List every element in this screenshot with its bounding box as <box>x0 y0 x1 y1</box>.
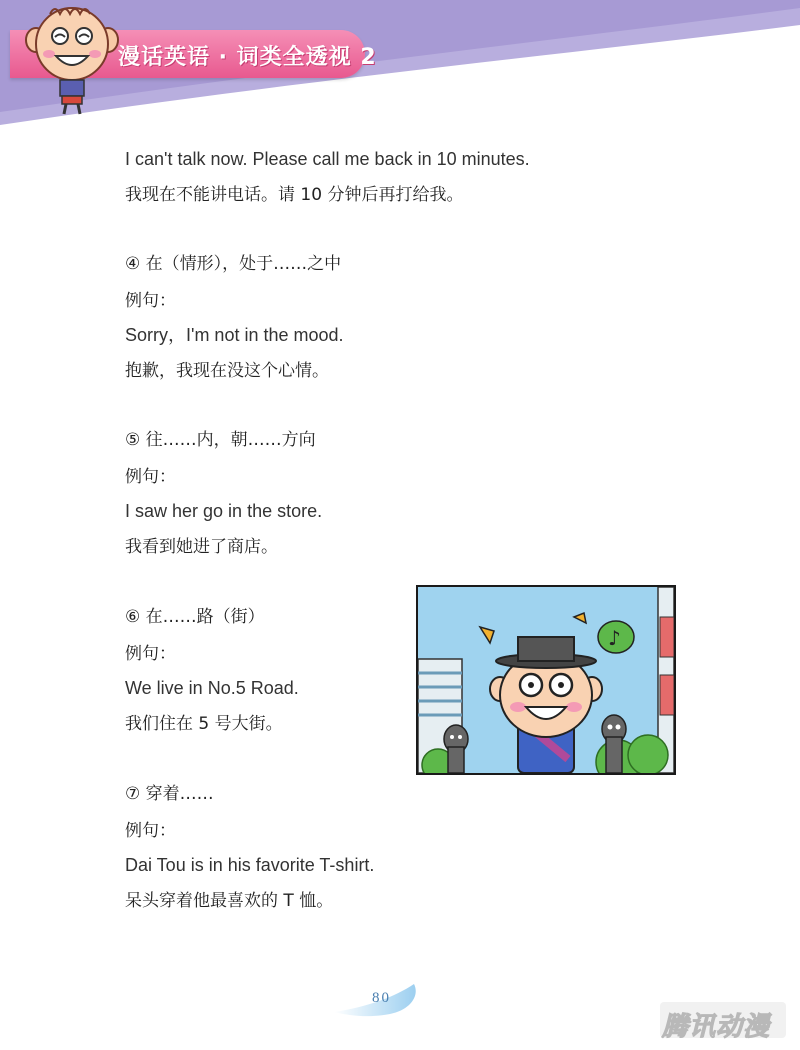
definition-heading: ⑥ 在……路（街） <box>125 607 265 627</box>
example-label: 例句： <box>125 467 176 487</box>
example-label: 例句： <box>125 644 176 664</box>
example-sentence-zh: 呆头穿着他最喜欢的 T 恤。 <box>125 891 334 911</box>
example-sentence-en: I saw her go in the store. <box>125 501 323 521</box>
page-number: 80 <box>372 990 391 1006</box>
section-title: 漫话英语 · 词类全透视 2 <box>118 45 377 70</box>
example-sentence-zh: 我现在不能讲电话。请 10 分钟后再打给我。 <box>125 185 464 205</box>
example-sentence-en: We live in No.5 Road. <box>125 678 299 698</box>
example-sentence-zh: 我们住在 5 号大街。 <box>125 714 283 734</box>
example-sentence-en: I can't talk now. Please call me back in 10 minutes. <box>125 149 530 169</box>
example-label: 例句： <box>125 821 176 841</box>
definition-heading: ⑤ 往……内，朝……方向 <box>125 430 316 450</box>
mascot-illustration <box>22 2 122 117</box>
definition-heading: ④ 在（情形），处于……之中 <box>125 254 342 274</box>
example-sentence-en: Dai Tou is in his favorite T-shirt. <box>125 855 375 875</box>
definition-heading: ⑦ 穿着…… <box>125 784 214 804</box>
comic-illustration <box>418 587 674 773</box>
example-label: 例句： <box>125 291 176 311</box>
example-sentence-zh: 抱歉，我现在没这个心情。 <box>125 361 329 381</box>
watermark-text: 腾讯动漫 <box>662 1012 771 1042</box>
music-note-icon: ♪ <box>608 626 621 650</box>
comic-panel <box>416 585 676 775</box>
example-sentence-en: Sorry，I'm not in the mood. <box>125 325 344 345</box>
example-sentence-zh: 我看到她进了商店。 <box>125 537 278 557</box>
